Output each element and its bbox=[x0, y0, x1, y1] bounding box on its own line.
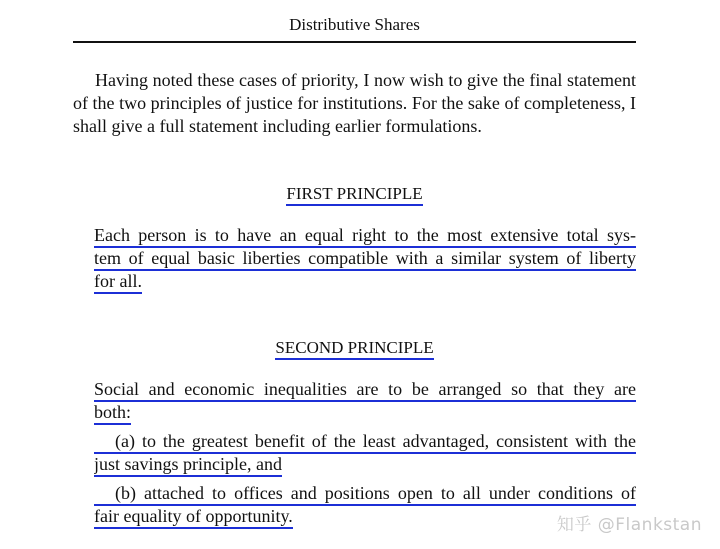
second-principle-clause-a-line-1: (a) to the greatest benefit of the least advantaged, consistent with the bbox=[94, 431, 636, 454]
first-principle-line-1: Each person is to have an equal right to the most extensive total sys- bbox=[94, 225, 636, 248]
second-principle-text bbox=[94, 379, 636, 535]
second-principle-heading-text: SECOND PRINCIPLE bbox=[275, 338, 433, 360]
header-rule bbox=[73, 41, 636, 43]
second-principle-heading bbox=[73, 337, 636, 359]
first-principle-line-3: for all. bbox=[94, 271, 142, 294]
second-principle-clause-b-line-2: fair equality of opportunity. bbox=[94, 506, 293, 529]
first-principle-text bbox=[94, 225, 636, 300]
second-principle-clause-a-line-2: just savings principle, and bbox=[94, 454, 282, 477]
first-principle-heading-text: FIRST PRINCIPLE bbox=[286, 184, 422, 206]
running-head: Distributive Shares bbox=[289, 15, 420, 34]
second-principle-line-2: both: bbox=[94, 402, 131, 425]
second-principle-clause-b-line-1: (b) attached to offices and positions open to all under conditions of bbox=[94, 483, 636, 506]
intro-paragraph: Having noted these cases of priority, I now wish to give the final statement of the two principles of justice for institutions. For the sake of completeness, I shall give a full statement including earlier formulations. bbox=[73, 70, 636, 136]
second-principle-line-1: Social and economic inequalities are to be arranged so that they are bbox=[94, 379, 636, 402]
watermark: 知乎 @Flankstan bbox=[556, 515, 702, 535]
first-principle-heading bbox=[73, 183, 636, 205]
first-principle-line-2: tem of equal basic liberties compatible with a similar system of liberty bbox=[94, 248, 636, 271]
